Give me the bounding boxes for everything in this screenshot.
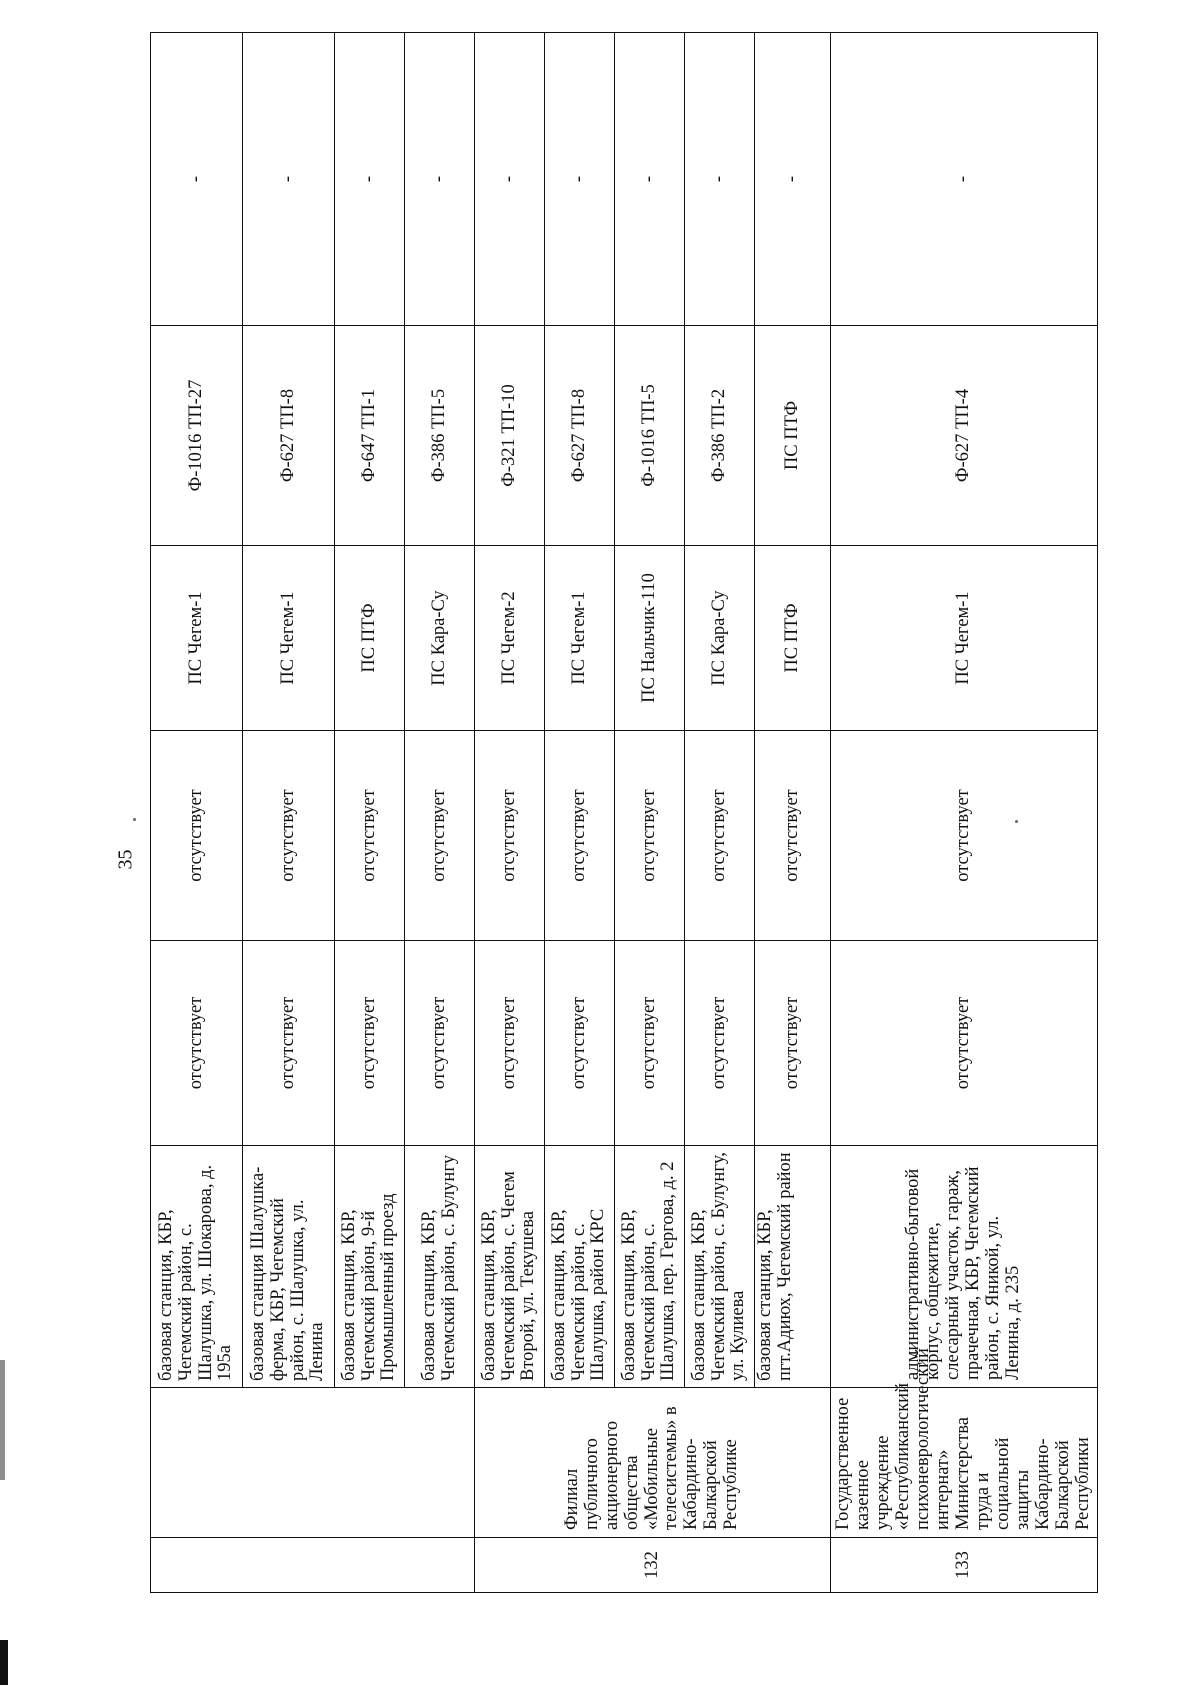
scan-edge-band xyxy=(0,1360,5,1480)
last-cell: - xyxy=(243,33,335,326)
table-row xyxy=(475,33,545,1593)
last-cell: - xyxy=(685,33,755,326)
table-row xyxy=(151,33,243,1593)
feeder-cell: Ф-1016 ТП-27 xyxy=(151,326,243,546)
col3-cell: отсутствует xyxy=(151,941,243,1146)
address-cell: базовая станция, КБР, Чегемский район, с. Чегем Второй, ул. Текушева xyxy=(475,1146,545,1388)
col3-cell: отсутствует xyxy=(243,941,335,1146)
row-number: 132 xyxy=(475,1538,831,1593)
col4-cell: отсутствует xyxy=(685,731,755,941)
col3-cell: отсутствует xyxy=(335,941,405,1146)
scan-edge-mark xyxy=(0,1640,8,1685)
col3-cell: отсутствует xyxy=(545,941,615,1146)
col4-cell: отсутствует xyxy=(545,731,615,941)
substation-cell: ПС Чегем-2 xyxy=(475,546,545,731)
last-cell: - xyxy=(405,33,475,326)
substation-cell: ПС Чегем-1 xyxy=(545,546,615,731)
col4-cell: отсутствует xyxy=(335,731,405,941)
col4-cell: отсутствует xyxy=(243,731,335,941)
col3-cell: отсутствует xyxy=(831,941,1098,1146)
last-cell: - xyxy=(615,33,685,326)
col4-cell: отсутствует xyxy=(151,731,243,941)
address-cell: базовая станция, КБР, Чегемский район, с. Булунгу, ул. Кулиева xyxy=(685,1146,755,1388)
substation-cell: ПС Нальчик-110 xyxy=(615,546,685,731)
substation-cell: ПС ПТФ xyxy=(335,546,405,731)
address-cell: базовая станция, КБР, Чегемский район, 9-й Промышленный проезд xyxy=(335,1146,405,1388)
substation-cell: ПС Чегем-1 xyxy=(243,546,335,731)
substation-cell: ПС ПТФ xyxy=(755,546,831,731)
address-cell: административно-бытовой корпус, общежитие, слесарный участок, гараж, прачечная, КБР, Чегемский район, с. Яникой, ул. Ленина, д. 235 xyxy=(831,1146,1098,1388)
col4-cell: отсутствует xyxy=(405,731,475,941)
page-number: 35 xyxy=(114,849,137,870)
table-row xyxy=(335,33,405,1593)
rotated-page-content xyxy=(150,33,1093,1593)
feeder-cell: Ф-321 ТП-10 xyxy=(475,326,545,546)
table-row xyxy=(545,33,615,1593)
address-cell: базовая станция, КБР, пгт.Адиюх, Чегемский район xyxy=(755,1146,831,1388)
feeder-cell: Ф-627 ТП-8 xyxy=(243,326,335,546)
last-cell: - xyxy=(475,33,545,326)
feeder-cell: Ф-647 ТП-1 xyxy=(335,326,405,546)
col4-cell: отсутствует xyxy=(831,731,1098,941)
data-table xyxy=(150,32,1098,1593)
substation-cell: ПС Чегем-1 xyxy=(831,546,1098,731)
table-row xyxy=(615,33,685,1593)
col3-cell: отсутствует xyxy=(405,941,475,1146)
feeder-cell: Ф-627 ТП-8 xyxy=(545,326,615,546)
table-row xyxy=(685,33,755,1593)
feeder-cell: Ф-386 ТП-2 xyxy=(685,326,755,546)
table-row xyxy=(243,33,335,1593)
table-row xyxy=(831,33,1098,1593)
col4-cell: отсутствует xyxy=(755,731,831,941)
feeder-cell: Ф-1016 ТП-5 xyxy=(615,326,685,546)
table-row xyxy=(755,33,831,1593)
col4-cell: отсутствует xyxy=(475,731,545,941)
last-cell: - xyxy=(151,33,243,326)
address-cell: базовая станция, КБР, Чегемский район, с. Шалушка, пер. Гергова, д. 2 xyxy=(615,1146,685,1388)
col3-cell: отсутствует xyxy=(475,941,545,1146)
last-cell: - xyxy=(831,33,1098,326)
row-number: 133 xyxy=(831,1538,1098,1593)
organization-cell xyxy=(151,1388,475,1538)
last-cell: - xyxy=(755,33,831,326)
substation-cell: ПС Кара-Су xyxy=(405,546,475,731)
address-cell: базовая станция, КБР, Чегемский район, с. Шалушка, ул. Шокарова, д. 195а xyxy=(151,1146,243,1388)
organization-cell: Государственное казенное учреждение «Республиканский психоневрологический интернат» Министерства труда и социальной защиты Кабардино-Балкарской Республики xyxy=(831,1388,1098,1538)
address-cell: базовая станция, КБР, Чегемский район, с. Булунгу xyxy=(405,1146,475,1388)
feeder-cell: Ф-386 ТП-5 xyxy=(405,326,475,546)
col4-cell: отсутствует xyxy=(615,731,685,941)
feeder-cell: Ф-627 ТП-4 xyxy=(831,326,1098,546)
substation-cell: ПС Кара-Су xyxy=(685,546,755,731)
substation-cell: ПС Чегем-1 xyxy=(151,546,243,731)
last-cell: - xyxy=(545,33,615,326)
address-cell: базовая станция Шалушка-ферма, КБР, Чегемский район, с. Шалушка, ул. Ленина xyxy=(243,1146,335,1388)
last-cell: - xyxy=(335,33,405,326)
col3-cell: отсутствует xyxy=(615,941,685,1146)
row-number xyxy=(151,1538,475,1593)
organization-cell: Филиал публичного акционерного общества «Мобильные телесистемы» в Кабардино-Балкарской Республике xyxy=(475,1388,831,1538)
feeder-cell: ПС ПТФ xyxy=(755,326,831,546)
col3-cell: отсутствует xyxy=(755,941,831,1146)
col3-cell: отсутствует xyxy=(685,941,755,1146)
address-cell: базовая станция, КБР, Чегемский район, с. Шалушка, район КРС xyxy=(545,1146,615,1388)
table-row xyxy=(405,33,475,1593)
